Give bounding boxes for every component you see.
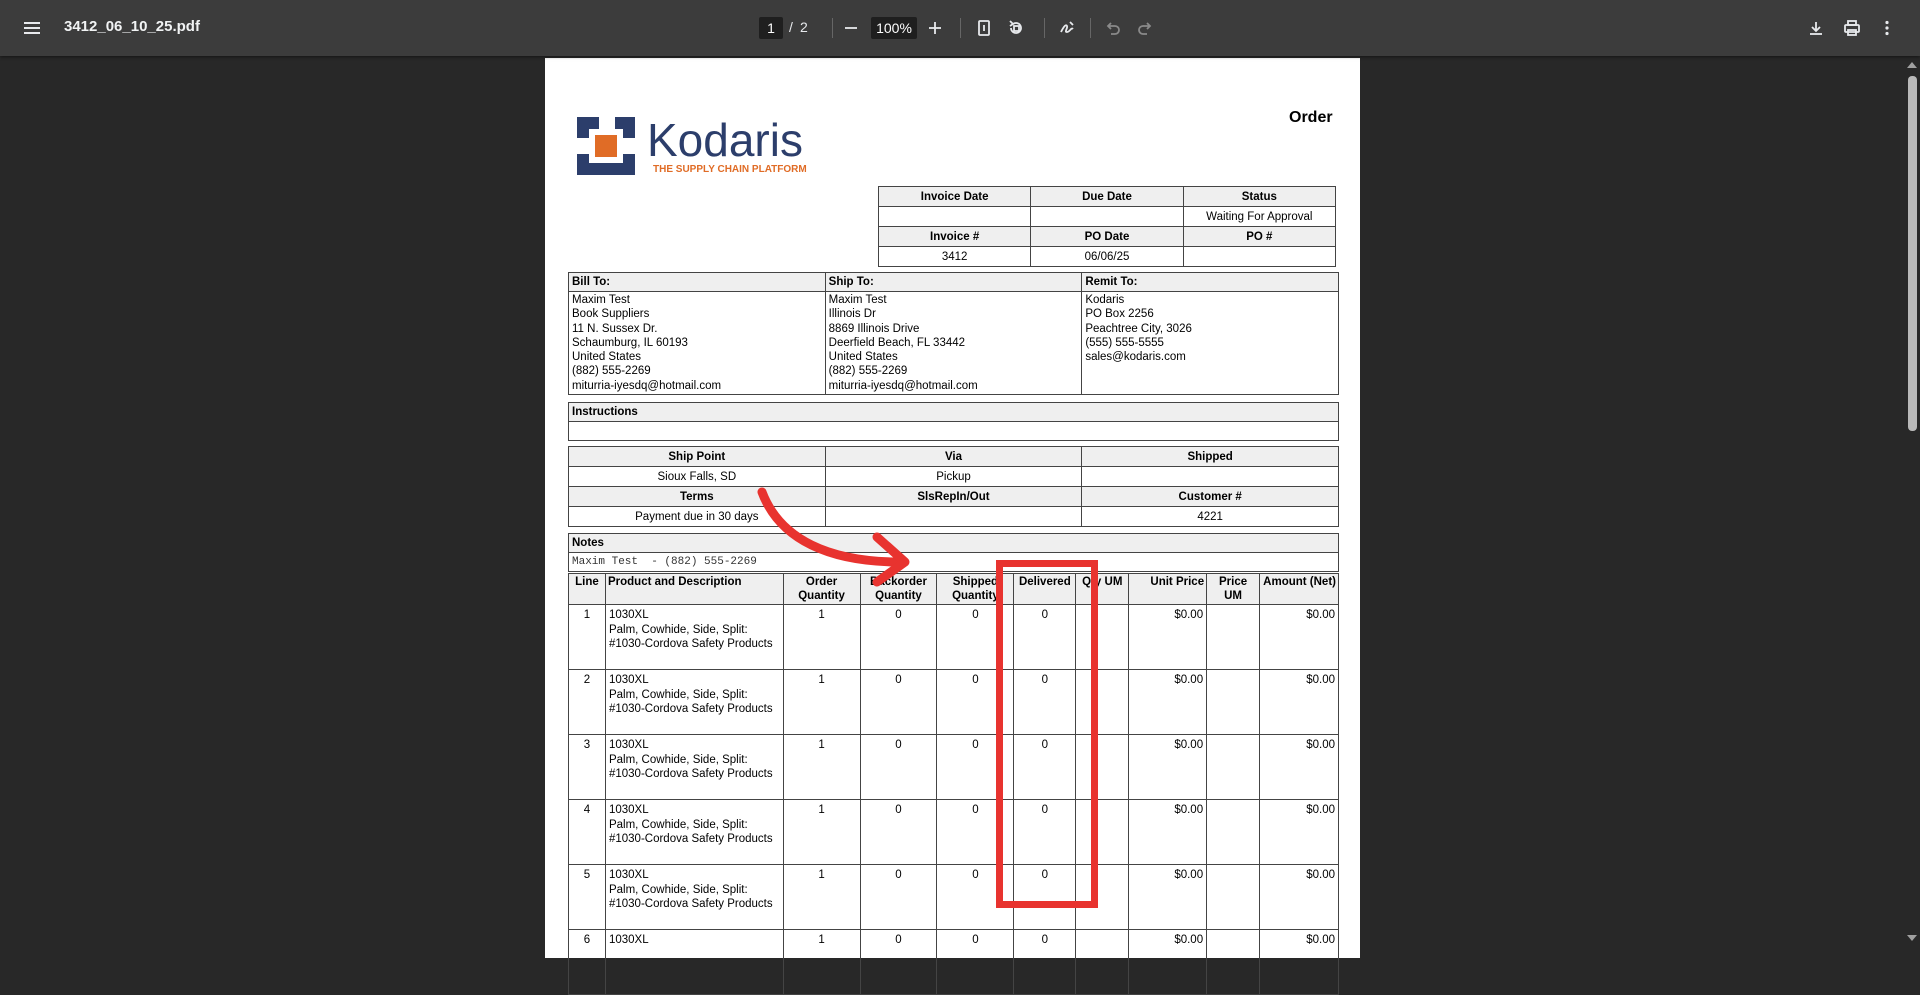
backorder-quantity: 0 xyxy=(860,605,937,670)
price-um xyxy=(1207,735,1260,800)
line-number: 4 xyxy=(569,800,606,865)
backorder-quantity: 0 xyxy=(860,800,937,865)
col-qty-um: Qty UM xyxy=(1076,574,1129,605)
product-text: Palm, Cowhide, Side, Split: #1030-Cordova Safety Products xyxy=(608,818,773,845)
product-text: Palm, Cowhide, Side, Split: #1030-Cordova Safety Products xyxy=(608,688,773,715)
draw-icon[interactable] xyxy=(1055,16,1079,40)
shipped-quantity: 0 xyxy=(937,670,1014,735)
redo-icon[interactable] xyxy=(1133,16,1157,40)
scroll-thumb[interactable] xyxy=(1908,76,1917,431)
toolbar-divider xyxy=(1090,18,1091,38)
col-terms: Terms xyxy=(569,487,826,507)
remit-to-address: Kodaris PO Box 2256 Peachtree City, 3026 (555) 555-5555 sales@kodaris.com xyxy=(1082,292,1339,395)
shipped-quantity: 0 xyxy=(937,735,1014,800)
status-value: Waiting For Approval xyxy=(1183,207,1335,227)
notes-table xyxy=(568,533,1339,572)
amount-net: $0.00 xyxy=(1260,800,1339,865)
terms-value: Payment due in 30 days xyxy=(569,507,826,527)
invoice-date-value xyxy=(879,207,1031,227)
line-items-table xyxy=(568,573,1339,995)
col-invoice-number: Invoice # xyxy=(879,227,1031,247)
bill-to-address: Maxim Test Book Suppliers 11 N. Sussex Dr. Schaumburg, IL 60193 United States (882) 555-2269 miturria-iyesdq@hotmail.com xyxy=(569,292,826,395)
annotation-arrow xyxy=(740,480,920,590)
col-backorder-qty: Backorder Quantity xyxy=(860,574,937,605)
shipped-quantity: 0 xyxy=(937,930,1014,995)
invoice-header-table xyxy=(878,186,1336,267)
pdf-toolbar xyxy=(0,0,1920,56)
logo-tagline: THE SUPPLY CHAIN PLATFORM xyxy=(653,164,807,175)
order-quantity: 1 xyxy=(783,670,860,735)
price-um xyxy=(1207,605,1260,670)
col-po-date: PO Date xyxy=(1031,227,1183,247)
col-via: Via xyxy=(825,447,1082,467)
po-date-value: 06/06/25 xyxy=(1031,247,1183,267)
ship-to-label: Ship To: xyxy=(825,273,1082,292)
unit-price: $0.00 xyxy=(1129,865,1207,930)
backorder-quantity: 0 xyxy=(860,735,937,800)
col-amount: Amount (Net) xyxy=(1260,574,1339,605)
table-row xyxy=(569,670,1339,735)
zoom-out-icon[interactable] xyxy=(839,16,863,40)
delivered-quantity: 0 xyxy=(1014,735,1076,800)
col-order-qty: Order Quantity xyxy=(783,574,860,605)
delivered-quantity: 0 xyxy=(1014,800,1076,865)
product-description xyxy=(605,930,783,995)
zoom-input[interactable]: 100% xyxy=(871,17,917,39)
unit-price: $0.00 xyxy=(1129,670,1207,735)
shipped-value xyxy=(1082,467,1339,487)
shipped-quantity: 0 xyxy=(937,800,1014,865)
amount-net: $0.00 xyxy=(1260,865,1339,930)
order-quantity: 1 xyxy=(783,800,860,865)
product-description xyxy=(605,735,783,800)
backorder-quantity: 0 xyxy=(860,865,937,930)
instructions-table xyxy=(568,402,1339,441)
ship-point-value: Sioux Falls, SD xyxy=(569,467,826,487)
due-date-value xyxy=(1031,207,1183,227)
order-quantity: 1 xyxy=(783,930,860,995)
product-text: Palm, Cowhide, Side, Split: #1030-Cordova Safety Products xyxy=(608,883,773,910)
col-sls-rep: SlsRepIn/Out xyxy=(825,487,1082,507)
delivered-quantity: 0 xyxy=(1014,865,1076,930)
zoom-in-icon[interactable] xyxy=(923,16,947,40)
unit-price: $0.00 xyxy=(1129,800,1207,865)
vertical-scrollbar[interactable] xyxy=(1904,56,1920,945)
scroll-down-arrow-icon[interactable] xyxy=(1907,935,1917,941)
line-number: 2 xyxy=(569,670,606,735)
line-number: 6 xyxy=(569,930,606,995)
product-sku: 1030XL xyxy=(608,739,649,751)
annotation-highlight-box xyxy=(996,560,1098,908)
col-status: Status xyxy=(1183,187,1335,207)
product-description xyxy=(605,605,783,670)
backorder-quantity: 0 xyxy=(860,930,937,995)
print-icon[interactable] xyxy=(1840,16,1864,40)
line-number: 5 xyxy=(569,865,606,930)
product-description xyxy=(605,670,783,735)
delivered-quantity: 0 xyxy=(1014,605,1076,670)
amount-net: $0.00 xyxy=(1260,605,1339,670)
via-value: Pickup xyxy=(825,467,1082,487)
kodaris-logo xyxy=(575,114,825,178)
more-options-icon[interactable] xyxy=(1875,16,1899,40)
col-product: Product and Description xyxy=(605,574,783,605)
pdf-page xyxy=(545,58,1360,958)
product-description xyxy=(605,800,783,865)
notes-value: Maxim Test - (882) 555-2269 xyxy=(569,553,1339,572)
instructions-label: Instructions xyxy=(569,403,1339,422)
amount-net: $0.00 xyxy=(1260,930,1339,995)
col-po-number: PO # xyxy=(1183,227,1335,247)
col-price-um: Price UM xyxy=(1207,574,1260,605)
table-row xyxy=(569,605,1339,670)
col-shipped-qty: Shipped Quantity xyxy=(937,574,1014,605)
table-row xyxy=(569,865,1339,930)
product-text: Palm, Cowhide, Side, Split: #1030-Cordova Safety Products xyxy=(608,623,773,650)
amount-net: $0.00 xyxy=(1260,670,1339,735)
product-description xyxy=(605,865,783,930)
price-um xyxy=(1207,670,1260,735)
product-sku: 1030XL xyxy=(608,674,649,686)
bill-to-label: Bill To: xyxy=(569,273,826,292)
product-sku: 1030XL xyxy=(608,934,649,946)
toolbar-divider xyxy=(1044,18,1045,38)
col-unit-price: Unit Price xyxy=(1129,574,1207,605)
document-title: Order xyxy=(1289,109,1333,126)
file-name: 3412_06_10_25.pdf xyxy=(64,18,200,35)
remit-to-label: Remit To: xyxy=(1082,273,1339,292)
shipped-quantity: 0 xyxy=(937,865,1014,930)
page-separator: / xyxy=(789,19,793,35)
toolbar-divider xyxy=(832,18,833,38)
order-quantity: 1 xyxy=(783,735,860,800)
shipped-quantity: 0 xyxy=(937,605,1014,670)
unit-price: $0.00 xyxy=(1129,930,1207,995)
backorder-quantity: 0 xyxy=(860,670,937,735)
product-sku: 1030XL xyxy=(608,804,649,816)
col-invoice-date: Invoice Date xyxy=(879,187,1031,207)
instructions-value xyxy=(569,422,1339,441)
col-customer-number: Customer # xyxy=(1082,487,1339,507)
amount-net: $0.00 xyxy=(1260,735,1339,800)
order-quantity: 1 xyxy=(783,605,860,670)
delivered-quantity: 0 xyxy=(1014,930,1076,995)
col-delivered: Delivered xyxy=(1014,574,1076,605)
fit-page-icon[interactable] xyxy=(972,16,996,40)
price-um xyxy=(1207,865,1260,930)
table-row xyxy=(569,930,1339,995)
col-ship-point: Ship Point xyxy=(569,447,826,467)
price-um xyxy=(1207,930,1260,995)
price-um xyxy=(1207,800,1260,865)
rotate-icon[interactable] xyxy=(1004,16,1028,40)
qty-um xyxy=(1076,930,1129,995)
unit-price: $0.00 xyxy=(1129,735,1207,800)
menu-icon[interactable] xyxy=(18,16,46,40)
product-sku: 1030XL xyxy=(608,609,649,621)
po-number-value xyxy=(1183,247,1335,267)
delivered-quantity: 0 xyxy=(1014,670,1076,735)
toolbar-divider xyxy=(960,18,961,38)
unit-price: $0.00 xyxy=(1129,605,1207,670)
table-row xyxy=(569,800,1339,865)
page-number-input[interactable]: 1 xyxy=(759,17,783,39)
shipping-info-table xyxy=(568,446,1339,527)
scroll-up-arrow-icon[interactable] xyxy=(1907,62,1917,68)
ship-to-address: Maxim Test Illinois Dr 8869 Illinois Drive Deerfield Beach, FL 33442 United States (882) 555-2269 miturria-iyesdq@hotmail.com xyxy=(825,292,1082,395)
page-total: 2 xyxy=(800,19,808,35)
address-table xyxy=(568,272,1339,395)
product-sku: 1030XL xyxy=(608,869,649,881)
undo-icon[interactable] xyxy=(1101,16,1125,40)
logo-wordmark: Kodaris xyxy=(647,114,803,166)
customer-number-value: 4221 xyxy=(1082,507,1339,527)
order-quantity: 1 xyxy=(783,865,860,930)
line-number: 3 xyxy=(569,735,606,800)
col-due-date: Due Date xyxy=(1031,187,1183,207)
table-row xyxy=(569,735,1339,800)
invoice-number-value: 3412 xyxy=(879,247,1031,267)
notes-label: Notes xyxy=(569,534,1339,553)
col-line: Line xyxy=(569,574,606,605)
col-shipped: Shipped xyxy=(1082,447,1339,467)
download-icon[interactable] xyxy=(1804,16,1828,40)
line-number: 1 xyxy=(569,605,606,670)
product-text: Palm, Cowhide, Side, Split: #1030-Cordova Safety Products xyxy=(608,753,773,780)
